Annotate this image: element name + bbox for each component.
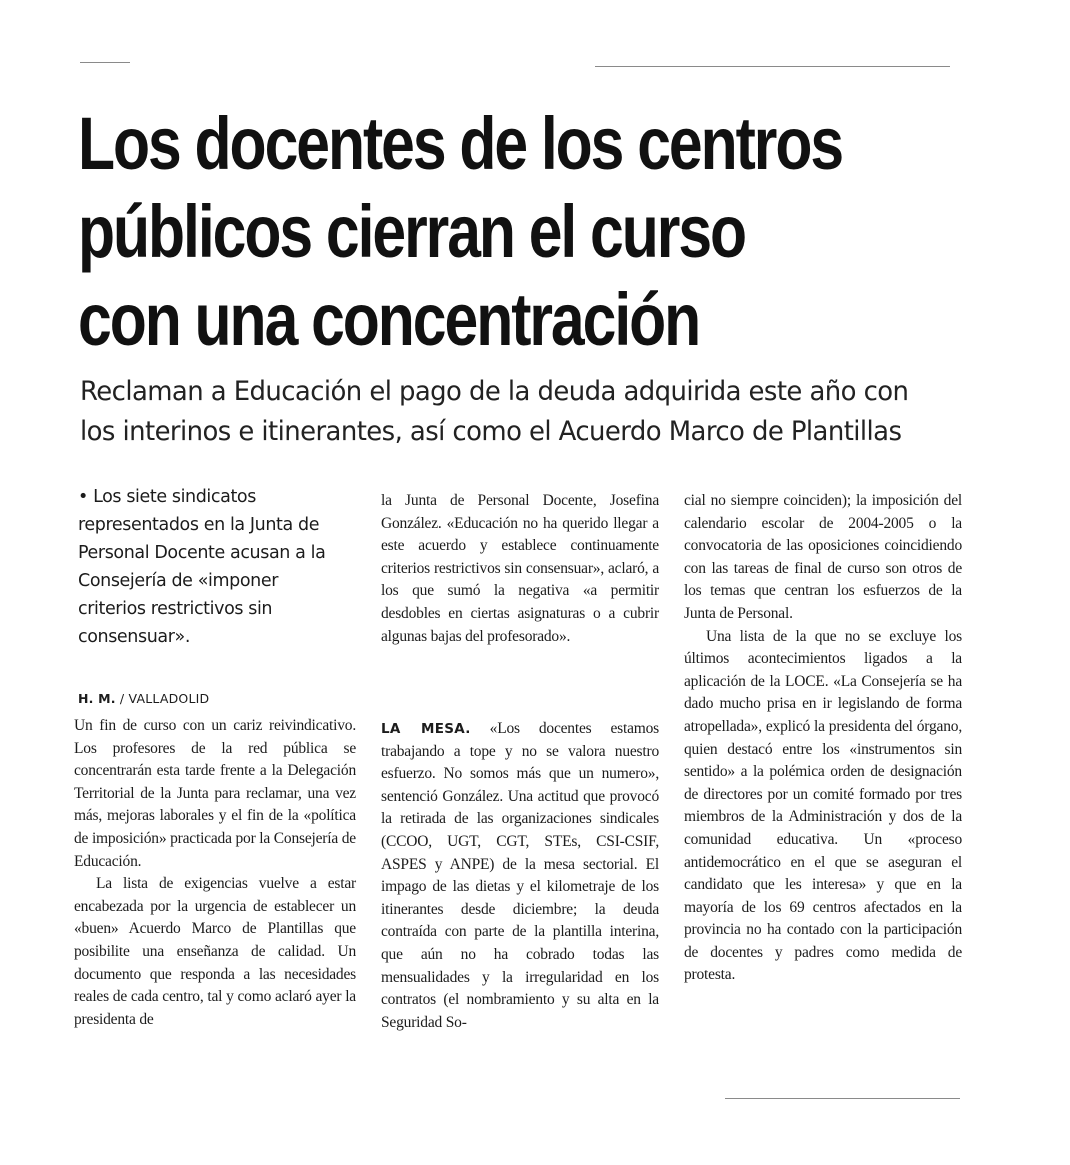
lead-summary: • Los siete sindicatos representados en la Junta de Personal Docente acusan a la Consejería de «imponer criterios restrictivos sin consensuar».: [78, 487, 326, 647]
column2-paragraph-2-text: «Los docentes estamos trabajando a tope y no se valora nuestro esfuerzo. No somos más que un numero», sentenció González. Una actitud que provocó la retirada de las organizaciones sindicales (CCOO, UGT, CGT, STEs, CSI-CSIF, ASPES y ANPE) de la mesa sectorial. El impago de las dietas y el kilometraje de los itinerantes desde diciembre; la deuda contraída con parte de la plantilla interina, que aún no ha cobrado todas las mensualidades y la irregularidad en los contratos (el nombramiento y su alta en la Seguridad So-: [381, 720, 659, 1031]
headline-line-3: con una concentración: [78, 278, 700, 361]
column1-paragraph-2: La lista de exigencias vuelve a estar encabezada por la urgencia de establecer un «buen» Acuerdo Marco de Plantillas que posibilite una enseñanza de calidad. Un documento que responda a las necesidades reales de cada centro, tal y como aclaró ayer la presidenta de: [74, 875, 356, 1028]
byline-separator: /: [115, 691, 129, 706]
top-rule-left: [80, 62, 130, 63]
column3-paragraph-2: Una lista de la que no se excluye los últimos acontecimientos ligados a la aplicación de la LOCE. «La Consejería se ha dado mucho prisa en ir legislando de forma atropellada», explicó la presidenta del órgano, quien destacó entre los «instrumentos sin sentido» a la polémica orden de designación de directores por un comité formado por tres miembros de la Administración y dos de la comunidad educativa. Un «proceso antidemocrático en el que se aseguran el candidato que les interesa» y que en la mayoría de los 69 centros afectados en la provincia no ha contado con la participación de docentes y padres como medida de protesta.: [684, 627, 962, 984]
byline-location: VALLADOLID: [128, 691, 210, 706]
article-column-3: [684, 490, 962, 987]
headline-line-2: públicos cierran el curso: [78, 190, 746, 273]
article-column-2-section: [381, 718, 659, 1034]
bottom-rule: [725, 1098, 960, 1099]
headline: [78, 100, 843, 364]
column1-paragraph-1: Un fin de curso con un cariz reivindicativo. Los profesores de la red pública se concentrarán esta tarde frente a la Delegación Territorial de la Junta para reclamar, una vez más, mejoras laborales y el fin de la «política de imposición» practicada por la Consejería de Educación.: [74, 717, 356, 870]
column2-paragraph-2: [381, 718, 659, 1034]
top-rule-right: [595, 66, 950, 67]
article-column-1: [74, 715, 356, 1031]
column2-paragraph-1: la Junta de Personal Docente, Josefina González. «Educación no ha querido llegar a este acuerdo y establece continuamente criterios restrictivos sin consensuar», aclaró, a los que sumó la negativa «a permitir desdobles en ciertas asignaturas o a cubrir algunas bajas del profesorado».: [381, 492, 659, 645]
section-runin-heading: LA MESA.: [381, 721, 471, 737]
column3-paragraph-1: cial no siempre coinciden); la imposición del calendario escolar de 2004-2005 o la convocatoria de las oposiciones coincidiendo con las tareas de final de curso son otros de los temas que centran los esfuerzos de la Junta de Personal.: [684, 492, 962, 622]
byline: [78, 691, 209, 706]
subheadline-line-1: Reclaman a Educación el pago de la deuda adquirida este año con: [80, 376, 909, 407]
headline-line-1: Los docentes de los centros: [78, 102, 843, 185]
subheadline: [80, 372, 925, 452]
article-column-2: [381, 490, 659, 648]
byline-author: H. M.: [78, 691, 116, 706]
subheadline-line-2: los interinos e itinerantes, así como el Acuerdo Marco de Plantillas: [80, 416, 902, 447]
